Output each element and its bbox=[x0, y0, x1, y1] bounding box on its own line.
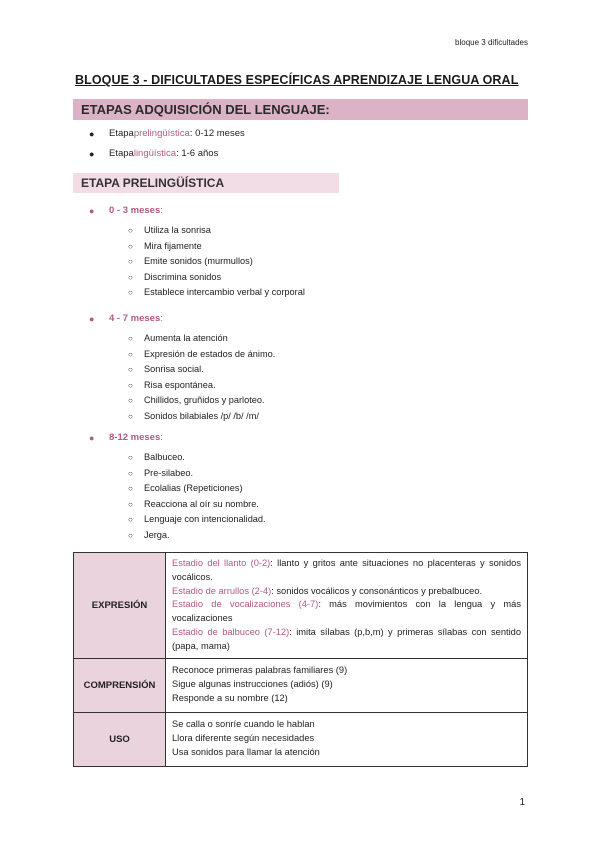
row-content bbox=[166, 553, 528, 659]
item-text: Sonrisa social. bbox=[144, 364, 204, 375]
line-term: Estadio de balbuceo (7-12) bbox=[172, 626, 290, 637]
list-item bbox=[128, 223, 305, 239]
item-text: Jerga. bbox=[144, 529, 170, 540]
hollow-circle-icon: ○ bbox=[128, 530, 133, 540]
hollow-circle-icon: ○ bbox=[128, 411, 133, 421]
item-text: Pre-silabeo. bbox=[144, 467, 194, 478]
list-item bbox=[128, 239, 305, 255]
item-text: Expresión de estados de ánimo. bbox=[144, 348, 276, 359]
item-text: Lenguaje con intencionalidad. bbox=[144, 514, 266, 525]
list-item bbox=[128, 285, 305, 301]
item-term: lingüística bbox=[133, 148, 177, 159]
item-text: Utiliza la sonrisa bbox=[144, 225, 211, 235]
stage-items bbox=[128, 223, 305, 301]
content-line: Responde a su nombre (12) bbox=[172, 692, 288, 703]
list-item bbox=[128, 254, 305, 270]
content-line bbox=[172, 557, 521, 585]
stage-title bbox=[89, 311, 275, 327]
content-line bbox=[172, 626, 521, 654]
stage-range: 8-12 meses bbox=[109, 432, 161, 443]
stage-range: 4 - 7 meses bbox=[109, 313, 161, 324]
bullet-icon: ● bbox=[89, 206, 95, 216]
hollow-circle-icon: ○ bbox=[128, 257, 133, 267]
bullet-icon: ● bbox=[89, 149, 95, 159]
hollow-circle-icon: ○ bbox=[128, 334, 133, 343]
row-content bbox=[166, 658, 528, 712]
hollow-circle-icon: ○ bbox=[128, 288, 133, 298]
list-item bbox=[128, 512, 266, 528]
item-suffix: : 0-12 meses bbox=[189, 128, 245, 139]
table-row-comprension bbox=[74, 658, 528, 712]
content-line bbox=[172, 598, 521, 626]
running-header: bloque 3 dificultades bbox=[455, 38, 528, 47]
item-term: prelingüística bbox=[133, 128, 190, 139]
item-text: Reacciona al oír su nombre. bbox=[144, 498, 259, 509]
item-text: Balbuceo. bbox=[144, 452, 185, 462]
item-prefix: Etapa bbox=[109, 128, 134, 139]
stage-items bbox=[128, 331, 275, 425]
hollow-circle-icon: ○ bbox=[128, 272, 133, 282]
content-line: Llora diferente según necesidades bbox=[172, 733, 315, 744]
item-text: Risa espontánea. bbox=[144, 379, 216, 390]
hollow-circle-icon: ○ bbox=[128, 468, 133, 478]
page-number: 1 bbox=[519, 797, 525, 808]
hollow-circle-icon: ○ bbox=[128, 349, 133, 359]
stage-title bbox=[89, 203, 305, 219]
line-text: : imita sílabas (p,b,m) y primeras sílabas con sentido (papa, mama) bbox=[172, 626, 521, 651]
stage-items bbox=[128, 450, 266, 544]
item-text: Sonidos bilabiales /p/ /b/ /m/ bbox=[144, 410, 259, 421]
stage-range: 0 - 3 meses bbox=[109, 205, 161, 216]
table-row-uso bbox=[74, 712, 528, 766]
list-item bbox=[128, 466, 266, 482]
bullet-icon: ● bbox=[89, 314, 95, 324]
bullet-icon: ● bbox=[89, 433, 95, 443]
item-text: Establece intercambio verbal y corporal bbox=[144, 287, 305, 298]
hollow-circle-icon: ○ bbox=[128, 499, 133, 509]
list-item bbox=[128, 347, 275, 363]
list-item bbox=[128, 393, 275, 409]
stage-colon: : bbox=[160, 313, 163, 324]
hollow-circle-icon: ○ bbox=[128, 380, 133, 390]
content-line: Usa sonidos para llamar la atención bbox=[172, 746, 320, 757]
list-item bbox=[89, 124, 245, 144]
line-term: Estadio de arrullos (2-4) bbox=[172, 585, 272, 596]
stage-4-7-meses bbox=[89, 311, 275, 425]
item-text: Ecolalias (Repeticiones) bbox=[144, 483, 243, 494]
stages-summary-table bbox=[73, 552, 528, 767]
list-item bbox=[128, 528, 266, 544]
item-prefix: Etapa bbox=[109, 148, 134, 159]
line-term: Estadio de vocalizaciones (4-7) bbox=[172, 599, 319, 610]
list-item bbox=[128, 331, 275, 347]
list-item bbox=[128, 270, 305, 286]
stage-colon: : bbox=[160, 205, 163, 216]
line-text: : sonidos vocálicos y consonánticos y prebalbuceo. bbox=[271, 585, 483, 596]
content-line bbox=[172, 585, 521, 599]
list-item bbox=[128, 362, 275, 378]
row-label: EXPRESIÓN bbox=[74, 553, 166, 659]
item-suffix: : 1-6 años bbox=[176, 148, 219, 159]
hollow-circle-icon: ○ bbox=[128, 226, 133, 235]
bullet-icon: ● bbox=[89, 129, 95, 139]
section-heading-prelinguistica: ETAPA PRELINGÜÍSTICA bbox=[73, 173, 339, 193]
row-content bbox=[166, 712, 528, 766]
row-label: USO bbox=[74, 712, 166, 766]
line-term: Estadio del llanto (0-2) bbox=[172, 558, 271, 568]
list-item bbox=[89, 144, 245, 164]
item-text: Mira fijamente bbox=[144, 240, 202, 251]
list-item bbox=[128, 450, 266, 466]
stage-colon: : bbox=[160, 432, 163, 443]
item-text: Aumenta la atención bbox=[144, 333, 228, 343]
etapas-list bbox=[89, 124, 245, 164]
stage-title bbox=[89, 430, 266, 446]
content-line: Reconoce primeras palabras familiares (9) bbox=[172, 665, 348, 676]
table-row-expresion bbox=[74, 553, 528, 659]
stage-8-12-meses bbox=[89, 430, 266, 544]
row-label: COMPRENSIÓN bbox=[74, 658, 166, 712]
list-item bbox=[128, 481, 266, 497]
list-item bbox=[128, 378, 275, 394]
item-text: Discrimina sonidos bbox=[144, 271, 222, 282]
item-text: Chillidos, gruñidos y parloteo. bbox=[144, 395, 265, 406]
list-item bbox=[128, 497, 266, 513]
section-heading-etapas: ETAPAS ADQUISICIÓN DEL LENGUAJE: bbox=[73, 99, 528, 120]
hollow-circle-icon: ○ bbox=[128, 453, 133, 462]
hollow-circle-icon: ○ bbox=[128, 365, 133, 375]
content-line: Sigue algunas instrucciones (adiós) (9) bbox=[172, 679, 333, 690]
stage-0-3-meses bbox=[89, 203, 305, 301]
hollow-circle-icon: ○ bbox=[128, 241, 133, 251]
hollow-circle-icon: ○ bbox=[128, 484, 133, 494]
item-text: Emite sonidos (murmullos) bbox=[144, 256, 253, 267]
line-text: : más movimientos con la lengua y más vocalizaciones bbox=[172, 599, 521, 624]
document-title: BLOQUE 3 - DIFICULTADES ESPECÍFICAS APRENDIZAJE LENGUA ORAL bbox=[75, 73, 519, 87]
hollow-circle-icon: ○ bbox=[128, 396, 133, 406]
content-line: Se calla o sonríe cuando le hablan bbox=[172, 719, 315, 730]
line-text: : llanto y gritos ante situaciones no placenteras y sonidos vocálicos. bbox=[172, 558, 521, 582]
hollow-circle-icon: ○ bbox=[128, 515, 133, 525]
list-item bbox=[128, 409, 275, 425]
